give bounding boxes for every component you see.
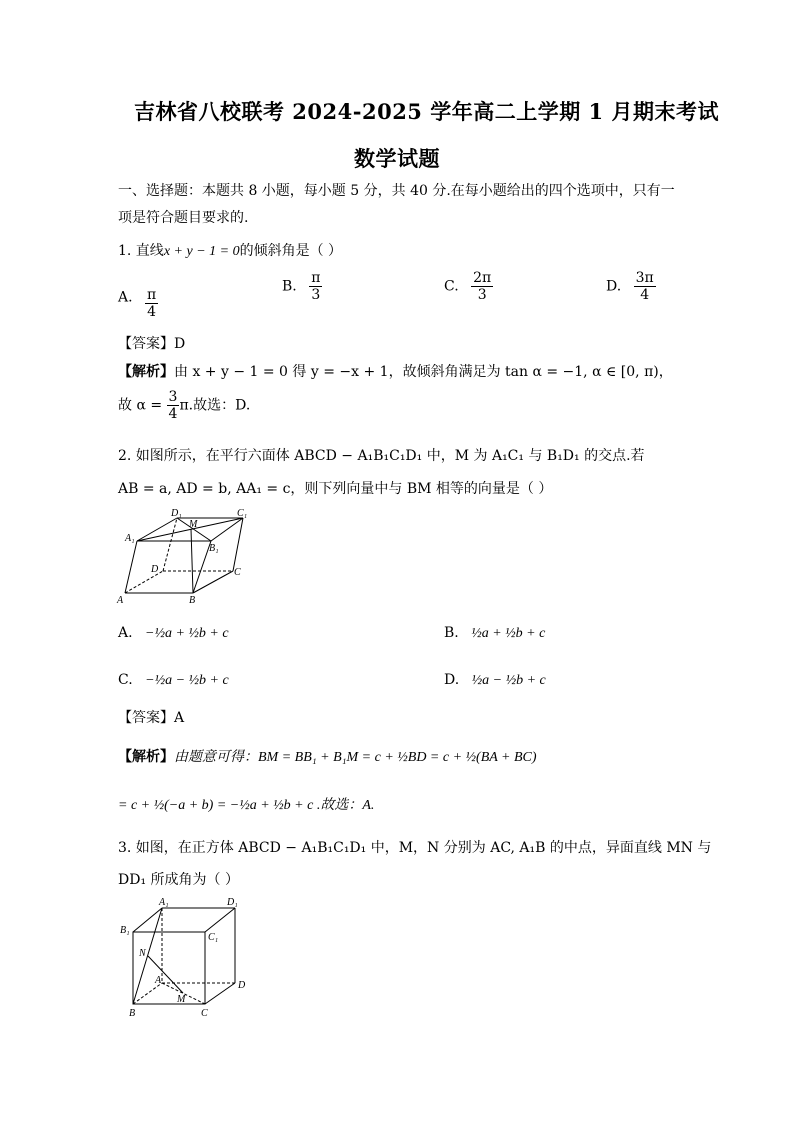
document-title: 吉林省八校联考 2024-2025 学年高二上学期 1 月期末考试 [134,99,719,124]
q1-option-a-den: 4 [145,303,158,320]
fig1-label-C: C [234,567,241,578]
q2-analysis-label: 【解析】 [118,749,174,765]
fig2-label-D: D [238,980,246,991]
q1-stem [118,240,342,260]
parallelepiped-figure [115,505,260,605]
q1-option-c-fraction [471,270,493,303]
q1-option-c [444,270,493,303]
q1-option-d [606,270,656,303]
q3-stem-line2: DD₁ 所成角为（ ） [118,872,239,888]
fig1-label-D: D [151,564,159,575]
q1-analysis2-post: π.故选：D. [179,397,251,414]
q2-option-a-text: −½a + ½b + c [145,626,229,641]
section-instructions-line1: 一、选择题：本题共 8 小题，每小题 5 分，共 40 分.在每小题给出的四个选项中，只有一 [118,183,675,199]
q1-stem-post: 的倾斜角是（ ） [239,243,343,259]
q1-analysis-line1 [118,361,673,381]
q2-option-d [444,672,546,689]
fig2-label-D1: D₁ [227,897,238,908]
q1-analysis2-pre: 故 α = [118,397,163,414]
q2-analysis-text1: 由题意可得：BM = BB₁ + B₁M = c + ½BD = c + ½(BA + BC) [174,750,537,765]
cube-figure [115,895,260,1020]
q1-stem-pre: 1. 直线 [118,243,164,259]
document-subtitle: 数学试题 [354,146,440,171]
q1-analysis2-num: 3 [168,389,178,405]
q2-option-c [118,672,229,689]
q1-option-d-num: 3π [635,270,654,286]
q1-option-a-num: π [147,287,157,303]
fig1-label-C1: C₁ [237,508,248,519]
q1-analysis-label: 【解析】 [118,364,174,380]
q1-option-b-den: 3 [309,286,322,303]
q1-option-b-label: B. [282,278,297,295]
q2-option-d-label: D. [444,672,460,688]
q1-option-c-den: 3 [471,286,493,303]
q1-answer: 【答案】D [118,336,186,352]
q1-analysis2-den: 4 [168,406,178,423]
fig1-label-M: M [189,519,198,530]
fig1-label-A1: A₁ [125,533,135,544]
q2-stem-line1: 2. 如图所示，在平行六面体 ABCD − A₁B₁C₁D₁ 中，M 为 A₁C₁ 与 B₁D₁ 的交点.若 [118,448,645,464]
q2-option-c-label: C. [118,672,133,688]
fig2-label-A: A [155,975,162,986]
q1-option-a [118,275,158,320]
q1-option-d-den: 4 [634,286,656,303]
q1-option-a-fraction [145,287,158,320]
q1-analysis-text: 由 x + y − 1 = 0 得 y = −x + 1，故倾斜角满足为 tan α = −1, α ∈ [0, π)， [174,364,673,380]
q1-option-a-label: A. [118,289,133,306]
q1-option-d-fraction [634,270,656,303]
fig2-label-N: N [139,948,146,959]
fig1-label-B1: B₁ [209,543,219,554]
q1-option-c-label: C. [444,278,459,295]
fig2-label-B: B [129,1008,136,1019]
q1-option-b-fraction [309,270,322,303]
q1-option-b [282,270,322,303]
q1-option-d-label: D. [606,278,622,295]
q2-stem-line2: AB = a, AD = b, AA₁ = c，则下列向量中与 BM 相等的向量是（ ） [118,481,553,497]
q2-answer: 【答案】A [118,710,185,726]
q1-equation: x + y − 1 = 0 [163,244,240,259]
fig2-label-A1: A₁ [159,897,169,908]
q2-option-b-text: ½a + ½b + c [471,626,546,641]
q2-analysis-line2 [118,794,374,814]
fig1-label-D1: D₁ [171,508,182,519]
q2-option-b-label: B. [444,625,459,641]
fig2-label-M: M [177,994,186,1005]
q2-option-a [118,625,229,642]
fig1-label-B: B [189,595,196,605]
q1-analysis-line2 [118,389,250,422]
q2-option-d-text: ½a − ½b + c [471,673,546,688]
q1-option-b-num: π [311,270,321,286]
q2-option-c-text: −½a − ½b + c [145,673,229,688]
fig2-label-B1: B₁ [120,925,130,936]
q1-option-c-num: 2π [473,270,492,286]
q2-analysis-line1 [118,746,537,766]
fig2-label-C: C [201,1008,208,1019]
q2-option-a-label: A. [118,625,133,641]
fig1-label-A: A [117,595,124,605]
q2-analysis-text2: = c + ½(−a + b) = −½a + ½b + c .故选：A. [118,798,375,813]
fig2-label-C1: C₁ [208,932,219,943]
q3-stem-line1: 3. 如图，在正方体 ABCD − A₁B₁C₁D₁ 中，M，N 分别为 AC, A₁B 的中点，异面直线 MN 与 [118,840,712,856]
section-instructions-line2: 项是符合题目要求的. [118,210,249,226]
q1-analysis2-fraction [167,389,180,422]
q2-option-b [444,625,545,642]
